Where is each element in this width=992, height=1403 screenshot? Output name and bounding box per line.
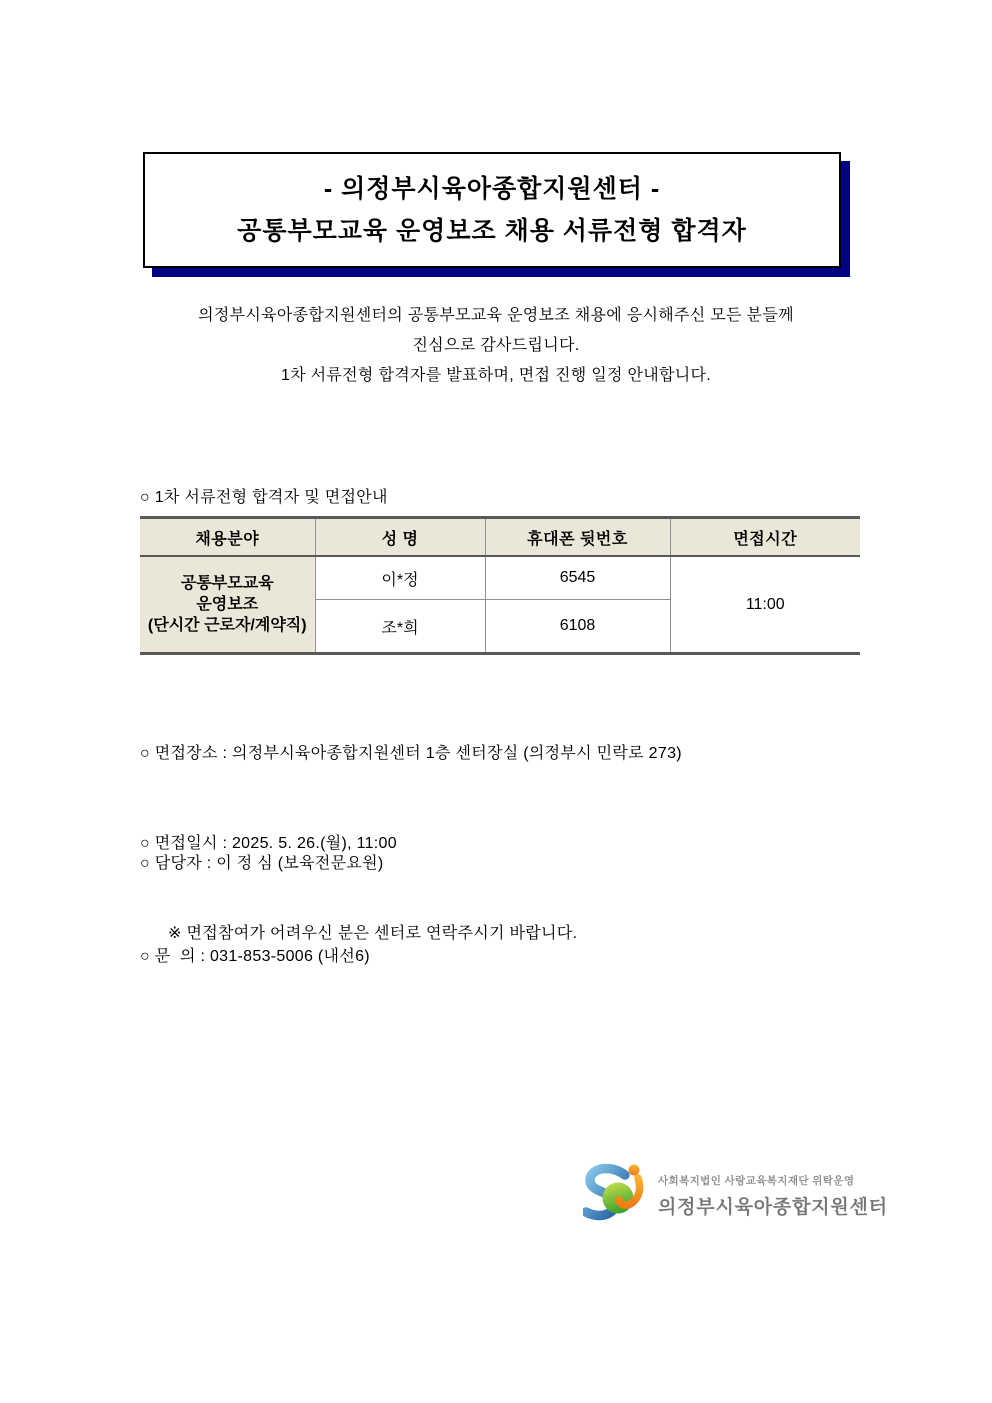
section-heading: ○ 1차 서류전형 합격자 및 면접안내 [140, 489, 388, 506]
detail-location: ○ 면접장소 : 의정부시육아종합지원센터 1층 센터장실 (의정부시 민락로 273) [140, 745, 682, 762]
results-table [140, 516, 860, 655]
contact-phone: ○ 문 의 : 031-853-5006 (내선6) [140, 948, 370, 965]
footer-logo-text [658, 1161, 888, 1219]
footer-org-name: 의정부시육아종합지원센터 [658, 1197, 888, 1218]
intro-line-1: 의정부시육아종합지원센터의 공통부모교육 운영보조 채용에 응시해주신 모든 분들께 [198, 307, 794, 324]
results-table-wrap [140, 516, 860, 655]
intro-line-3: 1차 서류전형 합격자를 발표하며, 면접 진행 일정 안내합니다. [280, 367, 712, 384]
table-header-row [140, 518, 860, 557]
table-row [140, 556, 860, 600]
detail-note: ※ 면접참여가 어려우신 분은 센터로 연락주시기 바랍니다. [168, 925, 578, 942]
title-line-1: - 의정부시육아종합지원센터 - [323, 174, 661, 203]
contact-info [140, 786, 384, 1034]
contact-person: ○ 담당자 : 이 정 심 (보육전문요원) [140, 855, 384, 872]
cell-phone-1: 6545 [485, 556, 670, 600]
cell-name-2: 조*희 [315, 600, 485, 654]
intro-paragraph [136, 301, 856, 391]
header-name: 성 명 [315, 518, 485, 557]
footer-tagline: 사회복지법인 사랑교육복지재단 위탁운영 [658, 1175, 855, 1187]
sci-logo-icon [583, 1161, 653, 1230]
title-box [143, 152, 841, 268]
title-line-2: 공통부모교육 운영보조 채용 서류전형 합격자 [237, 217, 747, 245]
footer-logo [583, 1161, 888, 1230]
header-recruit-field: 채용분야 [140, 518, 315, 557]
header-phone: 휴대폰 뒷번호 [485, 518, 670, 557]
cell-name-1: 이*정 [315, 556, 485, 600]
recruit-field-line-1: 공통부모교육 [180, 575, 274, 592]
cell-phone-2: 6108 [485, 600, 670, 654]
intro-line-2: 진심으로 감사드립니다. [412, 337, 580, 354]
detail-datetime: ○ 면접일시 : 2025. 5. 26.(월), 11:00 [140, 835, 397, 852]
cell-interview-time: 11:00 [670, 556, 860, 654]
recruit-field-line-3: (단시간 근로자/계약직) [147, 617, 307, 634]
header-interview-time: 면접시간 [670, 518, 860, 557]
cell-recruit-field [140, 556, 315, 654]
recruit-field-line-2: 운영보조 [196, 596, 259, 613]
